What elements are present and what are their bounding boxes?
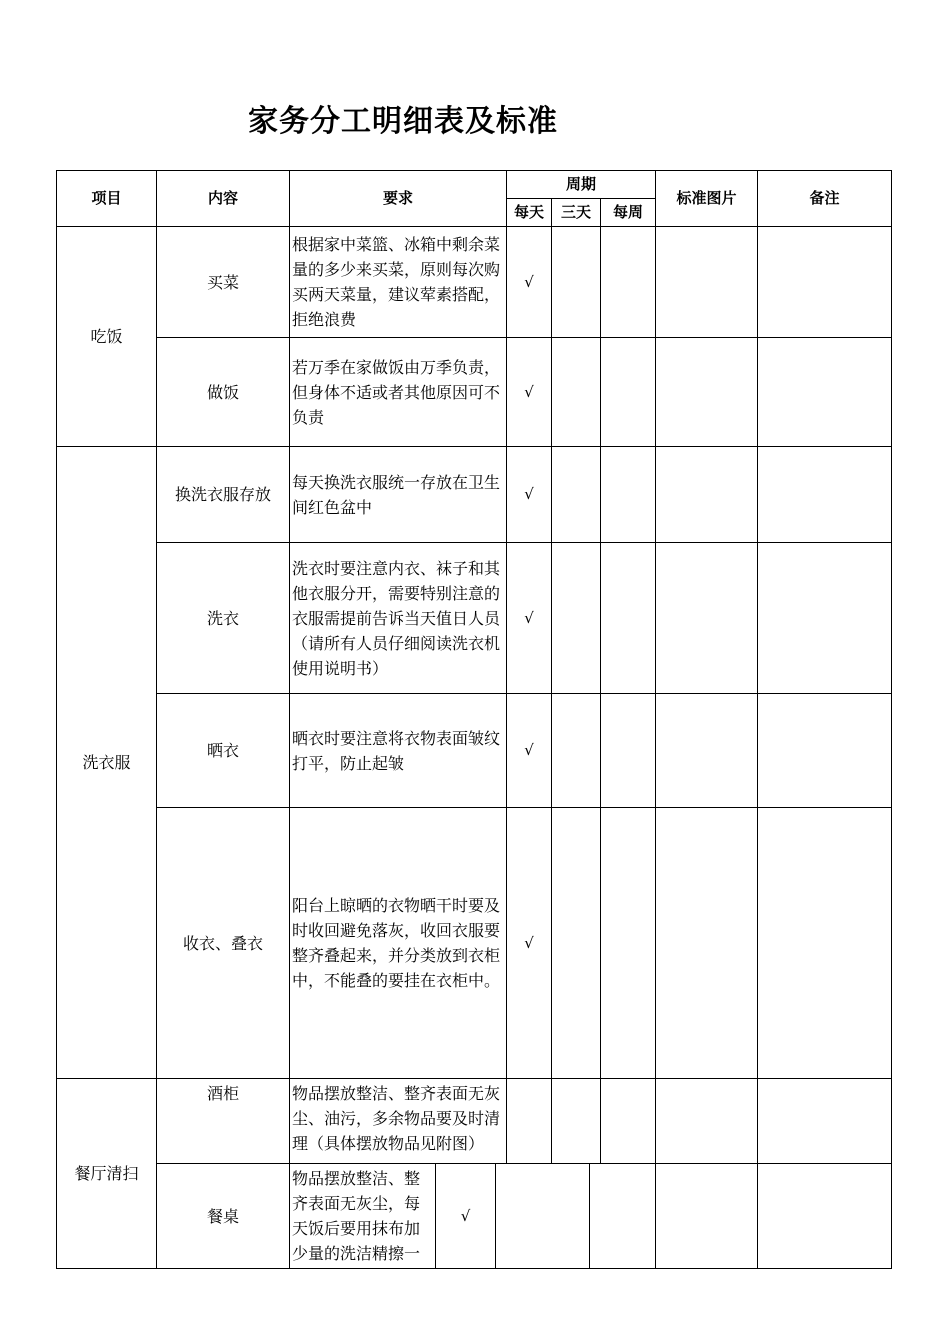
row-requirement: 洗衣时要注意内衣、袜子和其他衣服分开，需要特别注意的衣服需提前告诉当天值日人员（请所有人员仔细阅读洗衣机使用说明书）: [292, 558, 501, 678]
group-dining-clean: 餐厅清扫: [74, 1164, 139, 1183]
daily-check: √: [524, 382, 534, 401]
row-requirement: 物品摆放整洁、整齐表面无灰尘，每天饭后要用抹布加少量的洗洁精擦一: [292, 1169, 421, 1263]
header-three-days: 三天: [560, 203, 591, 221]
header-item: 项目: [91, 189, 122, 207]
header-daily: 每天: [513, 203, 544, 221]
row-requirement: 若万季在家做饭由万季负责，但身体不适或者其他原因可不负责: [292, 357, 501, 427]
header-content: 内容: [207, 189, 238, 207]
daily-check: √: [524, 933, 534, 952]
group-eating: 吃饭: [90, 327, 123, 346]
row-content: 收衣、叠衣: [182, 933, 263, 953]
header-requirement: 要求: [382, 189, 413, 207]
row-content: 换洗衣服存放: [174, 485, 271, 504]
daily-check: √: [524, 741, 534, 759]
row-requirement: 物品摆放整洁、整齐表面无灰尘、油污，多余物品要及时清理（具体摆放物品见附图）: [292, 1084, 501, 1153]
row-content: 买菜: [206, 272, 239, 292]
daily-check: √: [524, 485, 534, 503]
row-content: 做饭: [206, 382, 239, 402]
header-standard-image: 标准图片: [676, 189, 737, 207]
header-cycle: 周期: [565, 175, 596, 193]
row-content: 晒衣: [206, 741, 239, 760]
row-content: 洗衣: [206, 608, 239, 628]
daily-check: √: [460, 1206, 471, 1225]
header-notes: 备注: [809, 189, 840, 207]
row-content: 餐桌: [206, 1206, 239, 1226]
group-laundry: 洗衣服: [82, 753, 131, 772]
row-requirement: 每天换洗衣服统一存放在卫生间红色盆中: [292, 472, 501, 517]
row-requirement: 晒衣时要注意将衣物表面皱纹打平，防止起皱: [292, 728, 501, 773]
daily-check: √: [524, 608, 534, 627]
header-weekly: 每周: [612, 203, 643, 221]
row-content: 酒柜: [206, 1084, 239, 1103]
daily-check: √: [524, 272, 534, 291]
row-requirement: 阳台上晾晒的衣物晒干时要及时收回避免落灰，收回衣服要整齐叠起来，并分类放到衣柜中，不能叠的要挂在衣柜中。: [292, 896, 501, 990]
row-requirement: 根据家中菜篮、冰箱中剩余菜量的多少来买菜，原则每次购买两天菜量，建议荤素搭配，拒绝浪费: [292, 235, 501, 329]
daily-check: [507, 1079, 551, 1163]
page-title: 家务分工明细表及标准: [248, 104, 558, 139]
